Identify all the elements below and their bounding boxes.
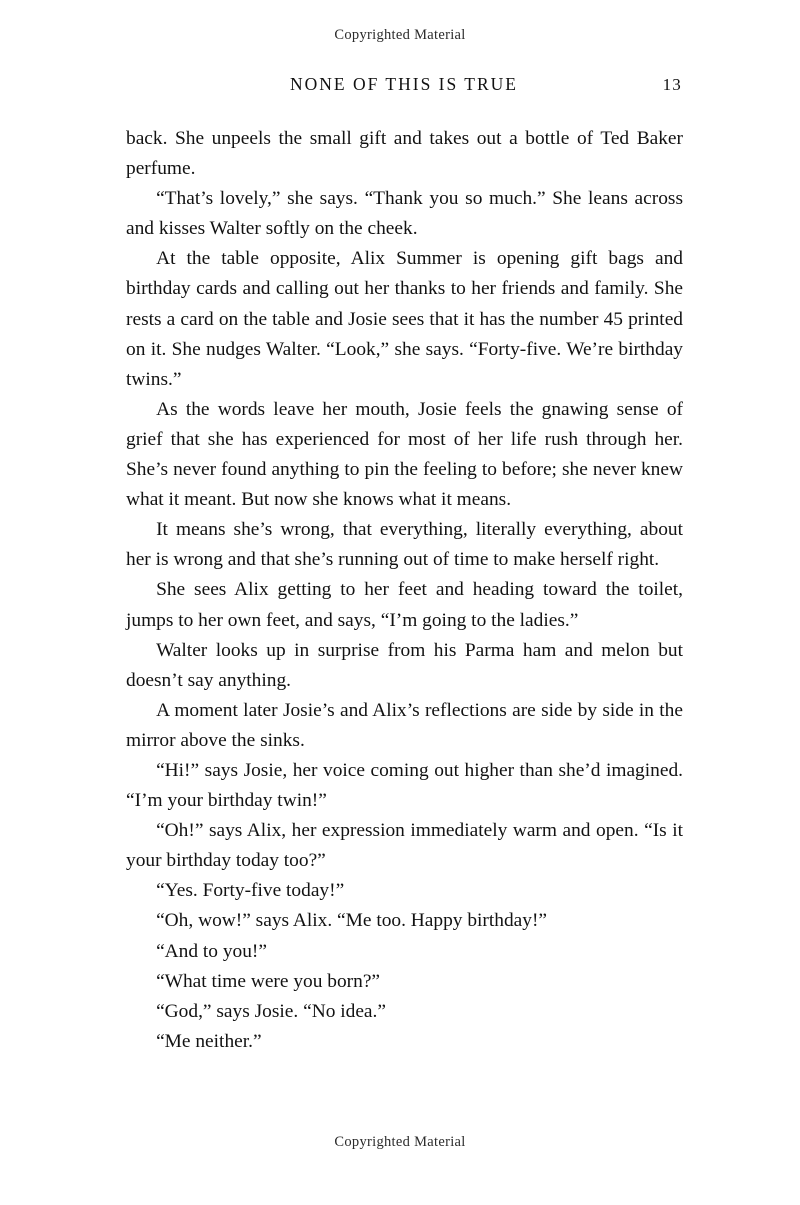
paragraph: As the words leave her mouth, Josie feels the gnawing sense of grief that she has experienced for most of her life rush through her. She’s never found anything to pin the feeling to before; she never knew what it meant. But now she knows what it means. — [126, 398, 683, 511]
copyright-watermark-top: Copyrighted Material — [334, 27, 466, 43]
paragraph: “Oh!” says Alix, her expression immediately warm and open. “Is it your birthday today too?” — [126, 820, 683, 872]
paragraph: “And to you!” — [156, 940, 267, 962]
paragraph: “Oh, wow!” says Alix. “Me too. Happy birthday!” — [156, 910, 548, 932]
paragraph: Walter looks up in surprise from his Parma ham and melon but doesn’t say anything. — [126, 639, 683, 691]
paragraph: back. She unpeels the small gift and takes out a bottle of Ted Baker perfume. — [126, 128, 683, 180]
paragraph: “What time were you born?” — [156, 970, 381, 992]
paragraph: A moment later Josie’s and Alix’s reflections are side by side in the mirror above the sinks. — [126, 699, 683, 751]
paragraph: “That’s lovely,” she says. “Thank you so much.” She leans across and kisses Walter softly on the cheek. — [126, 188, 683, 240]
paragraph: “Me neither.” — [156, 1030, 262, 1052]
paragraph: “Yes. Forty-five today!” — [156, 880, 345, 902]
paragraph: “God,” says Josie. “No idea.” — [156, 1000, 386, 1022]
book-title: NONE OF THIS IS TRUE — [290, 74, 518, 94]
paragraph: She sees Alix getting to her feet and heading toward the toilet, jumps to her own feet, and says, “I’m going to the ladies.” — [126, 579, 683, 631]
paragraph: At the table opposite, Alix Summer is opening gift bags and birthday cards and calling out her thanks to her friends and family. She rests a card on the table and Josie sees that it has the number 45 printed on it. She nudges Walter. “Look,” she says. “Forty-five. We’re birthday twins.” — [126, 248, 683, 390]
paragraph: “Hi!” says Josie, her voice coming out higher than she’d imagined. “I’m your birthday twin!” — [126, 759, 683, 812]
body-text — [126, 124, 683, 1057]
paragraph: It means she’s wrong, that everything, literally everything, about her is wrong and that she’s running out of time to make herself right. — [126, 519, 683, 571]
page-number: 13 — [662, 75, 682, 94]
running-head — [126, 74, 682, 95]
copyright-watermark-bottom: Copyrighted Material — [334, 1134, 466, 1150]
